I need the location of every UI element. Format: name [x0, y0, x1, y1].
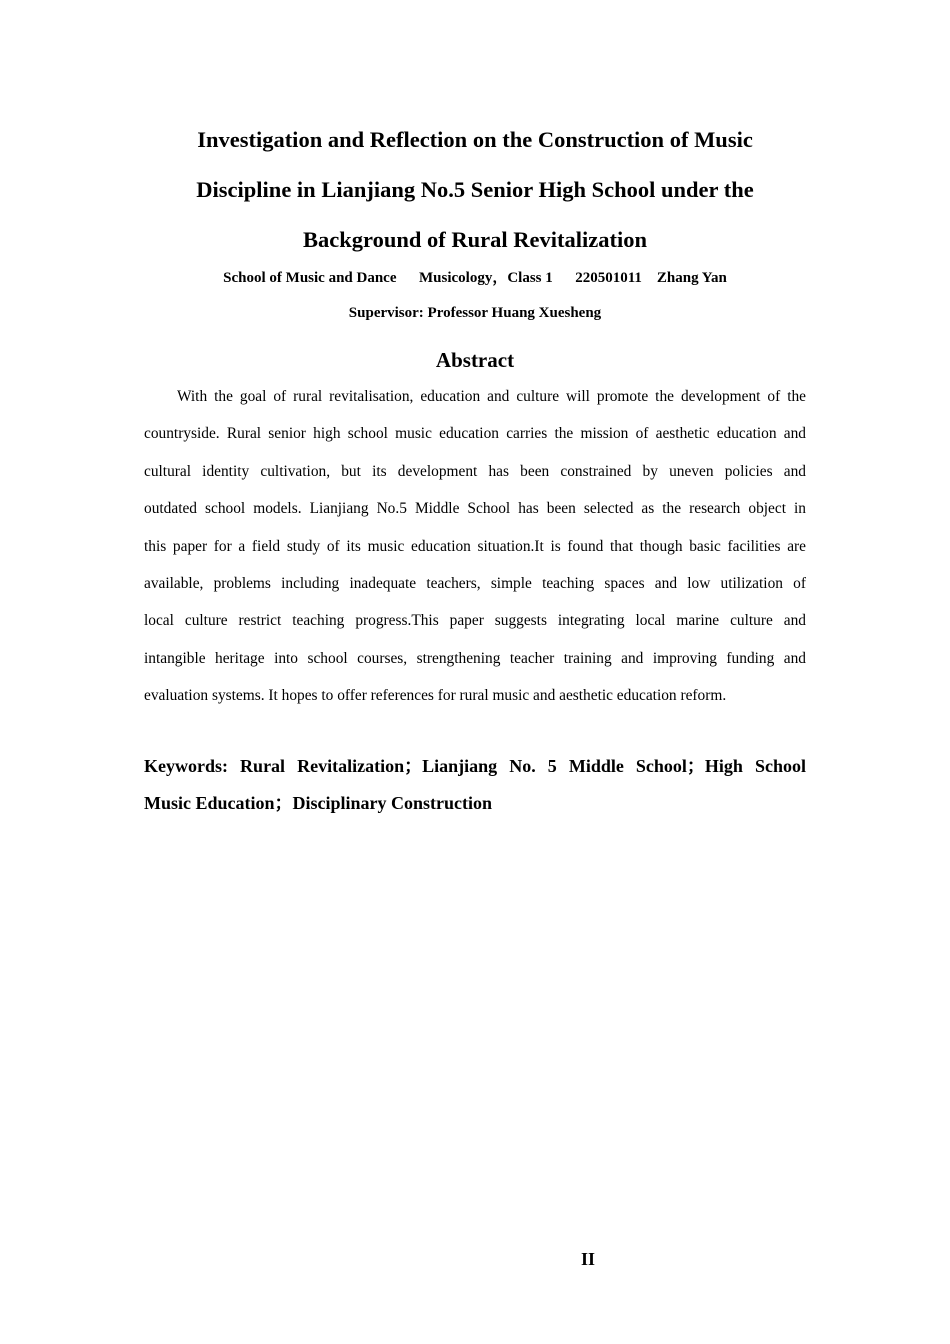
keywords-line: Keywords: Rural Revitalization；Lianjiang No. 5 Middle School；High School: [144, 756, 806, 776]
abstract-line: With the goal of rural revitalisation, education and culture will promote the development of the: [177, 388, 806, 405]
title-line: Investigation and Reflection on the Construction of Music: [197, 127, 753, 152]
abstract-line: available, problems including inadequate teachers, simple teaching spaces and low utilization of: [144, 575, 806, 593]
abstract-line: intangible heritage into school courses, strengthening teacher training and improving funding and: [144, 649, 806, 667]
abstract-line: evaluation systems. It hopes to offer references for rural music and aesthetic education reform.: [144, 687, 727, 705]
paper-title: [144, 115, 806, 265]
keywords: [144, 748, 806, 822]
abstract-line: this paper for a field study of its music education situation.It is found that though basic facilities are: [144, 537, 806, 555]
abstract-line: outdated school models. Lianjiang No.5 Middle School has been selected as the research object in: [144, 500, 806, 518]
abstract-heading: Abstract: [435, 348, 515, 372]
author-info: School of Music and Dance Musicology，Class 1 220501011 Zhang Yan: [223, 270, 727, 286]
title-line: Background of Rural Revitalization: [303, 227, 647, 252]
supervisor-info: Supervisor: Professor Huang Xuesheng: [348, 305, 602, 321]
keywords-line: Music Education；Disciplinary Construction: [144, 793, 493, 813]
title-line: Discipline in Lianjiang No.5 Senior High School under the: [196, 177, 754, 202]
abstract-line: local culture restrict teaching progress.This paper suggests integrating local marine culture and: [144, 612, 806, 630]
abstract-line: countryside. Rural senior high school music education carries the mission of aesthetic education and: [144, 425, 806, 443]
page-number: II: [580, 1249, 595, 1269]
abstract-line: cultural identity cultivation, but its development has been constrained by uneven policies and: [144, 462, 806, 480]
abstract-body: [144, 378, 806, 715]
